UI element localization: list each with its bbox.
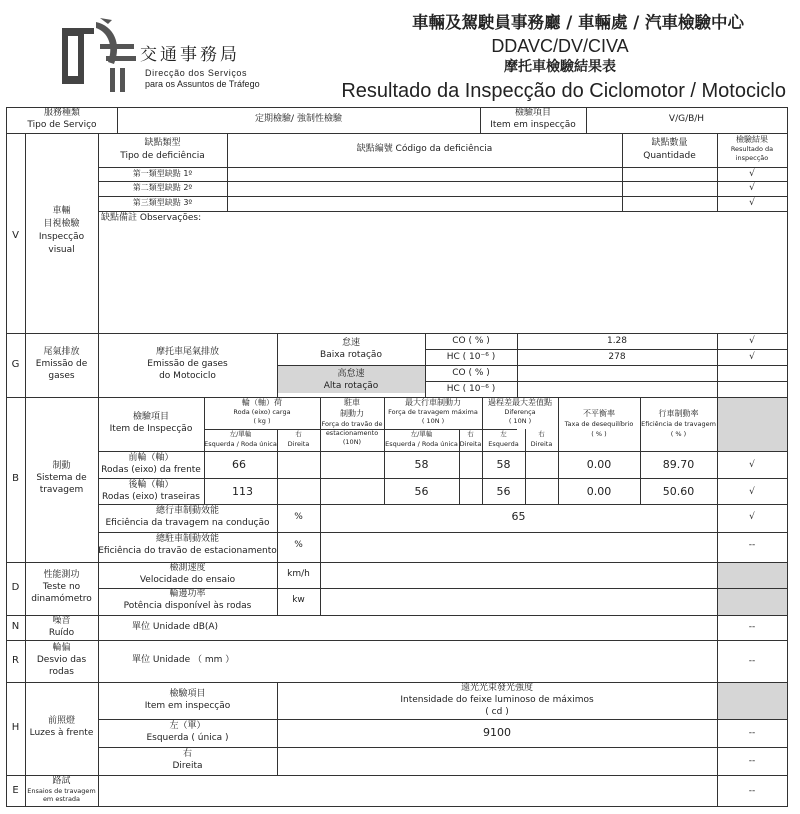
co-value: 1.28: [606, 336, 628, 346]
deviation-label-pt-1: Desvio das: [36, 655, 87, 665]
result-pt-1: Resultado da: [730, 145, 774, 153]
parking-result: --: [748, 540, 756, 550]
moto-emission-pt-1: Emissão de gases: [147, 359, 228, 369]
deviation-unit: 單位 Unidade （ mm ）: [132, 655, 235, 665]
total-pct-unit: %: [294, 512, 303, 522]
brake-label-pt-1: Sistema de: [36, 473, 87, 483]
brake-code: B: [12, 473, 19, 484]
service-label-cn: 服務種類: [43, 108, 80, 118]
visual-code: V: [12, 230, 19, 241]
max-right-pt: Direita: [459, 440, 482, 448]
power-pt: Potência disponível às rodas: [123, 601, 252, 611]
deficiency-row-2-result: √: [749, 183, 755, 193]
subtitle-cn: 摩托車檢驗結果表: [504, 59, 616, 75]
diff-right-cn: 右: [538, 430, 545, 438]
title-abbr: DDAVC/DV/CIVA: [491, 36, 629, 56]
result-pt-2: inspecção: [735, 154, 769, 162]
total-efficiency-pt: Eficiência da travagem na condução: [105, 518, 270, 528]
light-right-result: --: [748, 756, 756, 766]
deficiency-type-pt: Tipo de deficiência: [120, 151, 205, 161]
max-right-cn: 右: [467, 430, 474, 438]
axle-right-pt: Direita: [287, 440, 310, 448]
light-left-cn: 左（單）: [169, 721, 206, 731]
visual-label-pt-1: Inspecção: [38, 232, 85, 242]
lights-code: H: [11, 722, 20, 733]
deficiency-row-1-result: √: [749, 169, 755, 179]
moto-emission-cn: 摩托車尾氣排放: [155, 347, 219, 357]
park-force-unit: (10N): [342, 438, 362, 446]
rear-imbalance-value: 0.00: [586, 485, 612, 498]
max-force-unit: ( 10N ): [421, 417, 445, 425]
deficiency-row-3-result: √: [749, 198, 755, 208]
noise-unit: 單位 Unidade dB(A): [132, 622, 219, 632]
visual-label-cn-1: 車輛: [52, 206, 71, 216]
quantity-cn: 缺點數量: [651, 138, 688, 148]
rear-efficiency-value: 50.60: [662, 485, 695, 498]
rear-load-value: 113: [232, 485, 253, 498]
rear-result: √: [749, 487, 755, 497]
power-unit: kw: [292, 595, 305, 605]
road-label-pt-2: em estrada: [42, 795, 81, 803]
light-left-pt: Esquerda ( única ): [146, 733, 229, 743]
diff-right-pt: Direita: [530, 440, 553, 448]
shade-brake-result: [717, 397, 787, 451]
deficiency-row-3-label: 第三類型缺點 3º: [132, 198, 193, 207]
lights-item-pt: Item em inspecção: [144, 701, 231, 711]
deviation-code: R: [12, 655, 19, 666]
light-left-result: --: [748, 728, 756, 738]
item-label-cn: 檢驗項目: [514, 108, 551, 118]
lights-label-cn: 前照燈: [47, 716, 75, 726]
max-force-cn: 最大行車制動力: [405, 398, 461, 407]
moto-emission-pt-2: do Motociclo: [159, 371, 216, 381]
brake-label-cn: 制動: [52, 461, 71, 471]
axle-load-cn: 輪（軸）荷: [242, 398, 282, 407]
logo-pt-1: Direcção dos Serviços: [145, 68, 248, 78]
front-load-value: 66: [232, 458, 246, 471]
efficiency-cn: 行車制動率: [658, 409, 699, 418]
dyno-label-pt-2: dinamómetro: [31, 594, 92, 604]
item-label-pt: Item em inspecção: [490, 120, 576, 130]
road-result: --: [748, 786, 756, 796]
low-rotation-pt: Baixa rotação: [320, 350, 382, 360]
diff-pt: Diferença: [504, 408, 536, 416]
co-result: √: [749, 336, 755, 346]
axle-right-cn: 右: [295, 430, 302, 438]
logo-pt-2: para os Assuntos de Tráfego: [145, 79, 260, 89]
brake-item-pt: Item de Inspecção: [109, 424, 193, 434]
rear-axle-cn: 後輪（軸）: [128, 480, 174, 490]
subtitle-pt: Resultado da Inspecção do Ciclomotor / Motociclo: [341, 80, 786, 102]
noise-label-pt: Ruído: [48, 628, 75, 638]
imbalance-pt: Taxa de desequilíbrio: [564, 420, 634, 428]
gases-label-pt-1: Emissão de: [35, 359, 88, 369]
imbalance-cn: 不平衡率: [583, 409, 615, 418]
result-cn: 檢驗結果: [736, 135, 768, 144]
light-left-value: 9100: [483, 726, 511, 739]
max-left-pt: Esquerda / Roda única: [385, 440, 458, 448]
road-label-pt-1: Ensaios de travagem: [27, 787, 96, 795]
rear-diff-value: 56: [496, 485, 511, 498]
noise-label-cn: 噪音: [52, 616, 71, 626]
deviation-result: --: [748, 656, 756, 666]
axle-left-cn: 左/單輪: [229, 430, 252, 438]
service-value: 定期檢驗/ 強制性檢驗: [255, 114, 342, 124]
parking-efficiency-pt: Eficiência do travão de estacionamento: [98, 546, 277, 556]
noise-code: N: [11, 621, 20, 632]
brake-item-cn: 檢驗項目: [132, 412, 169, 422]
logo-cn: 交通事務局: [140, 45, 240, 65]
observations-label: 缺點備註 Observações:: [101, 213, 202, 223]
park-force-pt-1: Força do travão de: [321, 420, 383, 428]
deviation-label-pt-2: rodas: [49, 667, 74, 677]
shade-lights-result: [717, 682, 787, 719]
max-left-cn: 左/單輪: [410, 430, 433, 438]
rear-axle-pt: Rodas (eixo) traseiras: [102, 492, 200, 502]
diff-left-cn: 左: [500, 430, 507, 438]
high-rotation-cn: 高怠速: [337, 369, 365, 379]
item-value: V/G/B/H: [668, 114, 705, 124]
gases-label-pt-2: gases: [48, 371, 75, 381]
front-axle-pt: Rodas (eixo) da frente: [101, 465, 201, 475]
dsat-logo-icon: [56, 14, 138, 96]
speed-cn: 檢測速度: [169, 563, 206, 573]
front-diff-value: 58: [496, 458, 511, 471]
total-result: √: [749, 512, 755, 522]
front-imbalance-value: 0.00: [586, 458, 612, 471]
hc-label-high: HC ( 10⁻⁶ ): [446, 384, 496, 394]
diff-unit: ( 10N ): [508, 417, 532, 425]
road-label-cn: 路試: [52, 776, 71, 786]
title-cn: 車輛及駕駛員事務廳 / 車輛處 / 汽車檢驗中心: [411, 13, 744, 32]
intensity-pt: Intensidade do feixe luminoso de máximos: [400, 695, 594, 705]
intensity-cn: 遠光光束發光強度: [460, 683, 533, 693]
dyno-code: D: [11, 582, 20, 593]
dyno-label-pt-1: Teste no: [42, 582, 81, 592]
park-force-cn: 駐車: [344, 398, 360, 407]
brake-label-pt-2: travagem: [39, 485, 84, 495]
deviation-label-cn: 輪偏: [52, 643, 71, 653]
park-force-pt-2: estacionamento: [325, 429, 379, 437]
park-force-cn-2: 制動力: [340, 409, 364, 418]
diff-cn: 過程差最大差值點: [488, 398, 552, 407]
co-label-low: CO ( % ): [452, 336, 490, 346]
deficiency-code-label: 缺點編號 Código da deficiência: [356, 144, 493, 154]
front-result: √: [749, 460, 755, 470]
hc-value: 278: [608, 352, 626, 362]
front-max-value: 58: [414, 458, 429, 471]
dyno-label-cn: 性能測功: [43, 570, 80, 580]
speed-pt: Velocidade do ensaio: [139, 575, 236, 585]
parking-efficiency-cn: 總駐車制動效能: [155, 534, 219, 544]
co-label-high: CO ( % ): [452, 368, 490, 378]
speed-unit: km/h: [287, 569, 310, 579]
total-efficiency-value: 65: [511, 510, 526, 523]
deficiency-type-cn: 缺點類型: [144, 138, 181, 148]
diff-left-pt: Esquerda: [488, 440, 519, 448]
deficiency-row-1-label: 第一類型缺點 1º: [132, 169, 193, 178]
axle-left-pt: Esquerda / Roda única: [204, 440, 277, 448]
visual-label-cn-2: 目視檢驗: [43, 219, 80, 229]
lights-label-pt: Luzes à frente: [29, 728, 94, 738]
noise-result: --: [748, 622, 756, 632]
quantity-pt: Quantidade: [643, 151, 696, 161]
axle-load-pt: Roda (eixo) carga: [233, 408, 291, 416]
high-rotation-pt: Alta rotação: [323, 381, 379, 391]
front-axle-cn: 前輪（軸）: [128, 453, 174, 463]
light-right-cn: 右: [182, 749, 192, 759]
hc-result: √: [749, 352, 755, 362]
efficiency-unit: ( % ): [670, 430, 687, 438]
max-force-pt: Força de travagem máxima: [388, 408, 478, 416]
front-efficiency-value: 89.70: [662, 458, 695, 471]
gases-label-cn: 尾氣排放: [43, 347, 80, 357]
road-code: E: [12, 785, 19, 796]
power-cn: 輪邊功率: [169, 589, 206, 599]
rear-max-value: 56: [414, 485, 429, 498]
visual-label-pt-2: visual: [48, 245, 75, 255]
gases-code: G: [11, 359, 20, 370]
hc-label-low: HC ( 10⁻⁶ ): [446, 352, 496, 362]
lights-item-cn: 檢驗項目: [169, 689, 206, 699]
total-efficiency-cn: 總行車制動效能: [155, 506, 219, 516]
deficiency-row-2-label: 第二類型缺點 2º: [132, 183, 193, 192]
intensity-unit: ( cd ): [485, 707, 509, 717]
low-rotation-cn: 怠速: [341, 338, 360, 348]
efficiency-pt: Eficiência de travagem: [641, 420, 716, 428]
light-right-pt: Direita: [172, 761, 203, 771]
imbalance-unit: ( % ): [591, 430, 607, 438]
service-label-pt: Tipo de Serviço: [27, 120, 97, 130]
parking-pct-unit: %: [294, 540, 303, 550]
axle-load-unit: ( kg ): [253, 417, 271, 425]
